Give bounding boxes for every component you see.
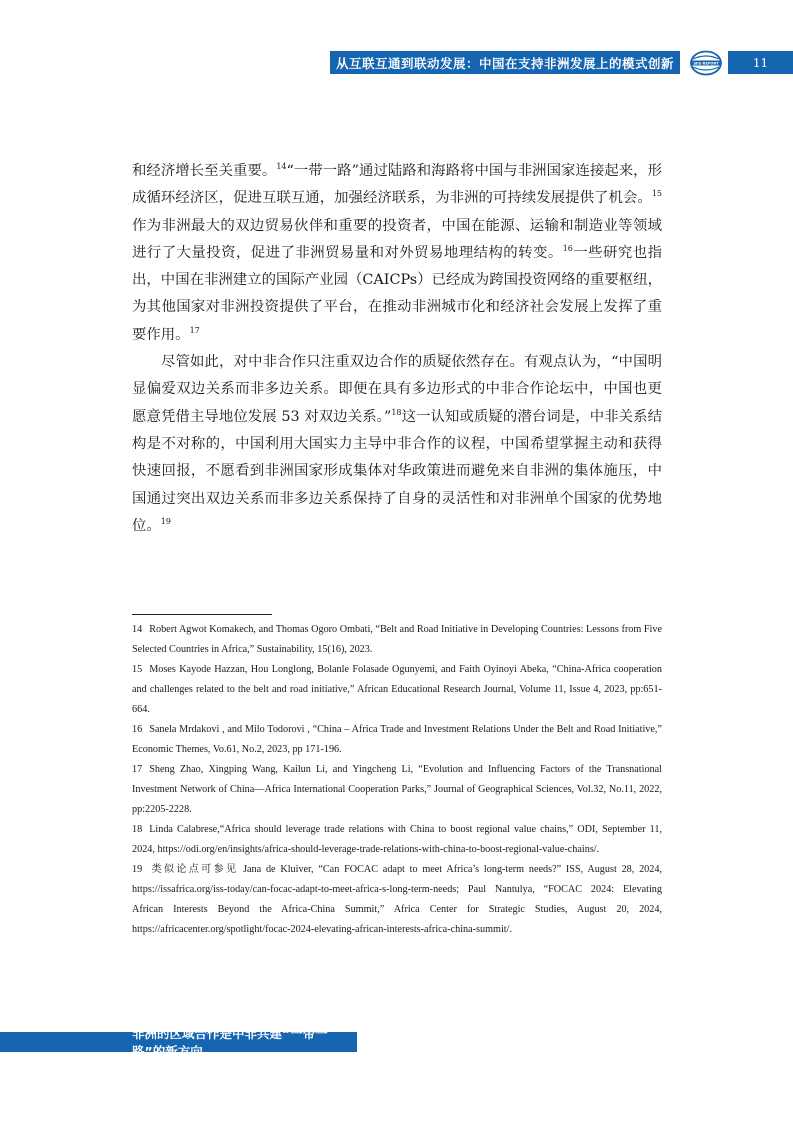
footnote-marker: 15	[651, 189, 662, 199]
footnote-divider	[132, 614, 272, 615]
footnote-text: 类似论点可参见 Jana de Kluiver, “Can FOCAC adapt to meet Africa’s long-term needs?” ISS, August 28, 2024, https://issafrica.org/iss-today/can-focac-adapt-to-meet-africa-s-long-term-needs; Paul Nantulya, “FOCAC 2024: Elevating African Interests Beyond the Africa-China Summit,” Africa Center for Strategic Studies, August 20, 2024, https://africacenter.org/spotlight/focac-2024-elevating-african-interests-africa-china-summit/.	[132, 864, 662, 935]
footnote-number: 15	[132, 664, 143, 675]
text-run: 一些研究也指出，中国在非洲建立的国际产业园（CAICPs）已经成为跨国投资网络的重要枢纽，为其他国家对非洲投资提供了平台，在推动非洲城市化和经济社会发展上发挥了重要作用。	[132, 244, 662, 343]
paragraph-2	[132, 349, 662, 540]
footnotes	[132, 620, 662, 940]
footnote-number: 19	[132, 864, 143, 875]
footnote-marker: 16	[562, 243, 573, 253]
footnote-18	[132, 820, 662, 860]
running-footer: 非洲的区域合作是中非共建“一带一路”的新方向	[0, 1032, 357, 1052]
page-number: 11	[728, 51, 793, 74]
footnote-text: Linda Calabrese,“Africa should leverage trade relations with China to boost regional value chains,” ODI, September 11, 2024, https://odi.org/en/insights/africa-should-leverage-trade-relations-with-china-to-boost-regional-value-chains/.	[132, 824, 662, 855]
footnote-number: 14	[132, 624, 143, 635]
footnote-marker: 19	[160, 516, 171, 526]
text-run: 这一认知或质疑的潜台词是，中非关系结构是不对称的，中国利用大国实力主导中非合作的议程，中国希望掌握主动和获得快速回报，不愿看到非洲国家形成集体对华政策进而避免来自非洲的集体施压，中国通过突出双边关系而非多边关系保持了自身的灵活性和对非洲单个国家的优势地位。	[132, 408, 662, 534]
footnote-17	[132, 760, 662, 820]
footnote-number: 18	[132, 824, 143, 835]
footnote-text: Robert Agwot Komakech, and Thomas Ogoro Ombati, “Belt and Road Initiative in Developing Countries: Lessons from Five Selected Countries in Africa,” Sustainability, 15(16), 2023.	[132, 624, 662, 655]
siis-report-logo	[689, 50, 723, 76]
logo-text: SIIS REPORT	[693, 61, 719, 66]
text-run: “一带一路”通过陆路和海路将中国与非洲国家连接起来，形成循环经济区，促进互联互通，加强经济联系，为非洲的可持续发展提供了机会。	[132, 163, 662, 207]
footnote-14	[132, 620, 662, 660]
paragraph-1	[132, 158, 662, 349]
footnote-marker: 17	[189, 325, 200, 335]
text-run: 和经济增长至关重要。	[132, 163, 277, 179]
footnote-16	[132, 720, 662, 760]
footnote-15	[132, 660, 662, 720]
footnote-number: 17	[132, 764, 143, 775]
footnote-text: Sanela Mrdakovi , and Milo Todorovi , “China – Africa Trade and Investment Relations Under the Belt and Road Initiative,” Economic Themes, Vo.61, No.2, 2023, pp 171-196.	[132, 724, 662, 755]
footnote-text: Sheng Zhao, Xingping Wang, Kailun Li, and Yingcheng Li, “Evolution and Influencing Factors of the Transnational Investment Network of China—Africa International Cooperation Parks,” Journal of Geographical Sciences, Vol.32, No.11, 2022, pp:2205-2228.	[132, 764, 662, 815]
footnote-number: 16	[132, 724, 143, 735]
footnote-marker: 14	[276, 162, 287, 171]
running-header: 从互联互通到联动发展：中国在支持非洲发展上的模式创新	[330, 51, 680, 74]
footnote-marker: 18	[391, 407, 402, 417]
footnote-text: Moses Kayode Hazzan, Hou Longlong, Bolanle Folasade Ogunyemi, and Faith Oyinoyi Abeka, “China-Africa cooperation and challenges related to the belt and road initiative,” African Educational Research Journal, Volume 11, Issue 4, 2023, pp:651-664.	[132, 664, 662, 715]
main-body	[132, 158, 662, 540]
text-run: 尽管如此，对中非合作只注重双边合作的质疑依然存在。有观点认为，“中国明显偏爱双边关系而非多边关系。即便在具有多边形式的中非合作论坛中，中国也更愿意凭借主导地位发展 53 对双边关系。”	[132, 354, 662, 425]
footnote-19	[132, 860, 662, 940]
text-run: 作为非洲最大的双边贸易伙伴和重要的投资者，中国在能源、运输和制造业等领域进行了大量投资，促进了非洲贸易量和对外贸易地理结构的转变。	[132, 217, 662, 261]
